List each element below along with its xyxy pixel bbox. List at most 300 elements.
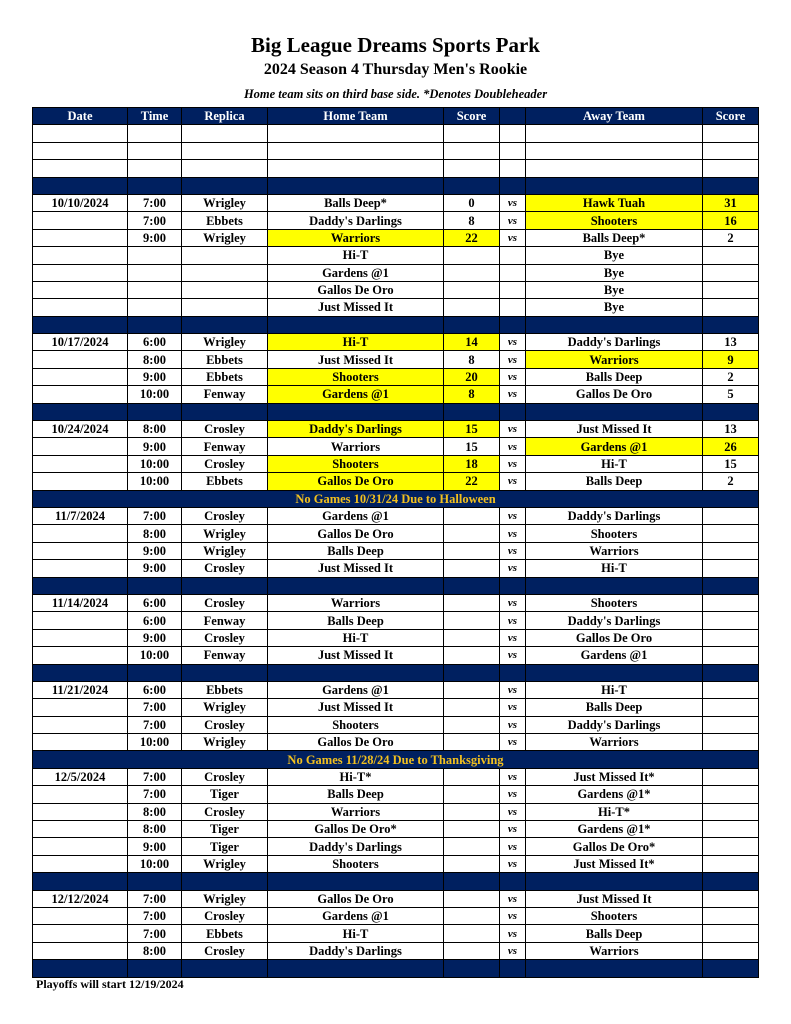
column-header-replica: Replica <box>182 108 268 125</box>
home-team: Shooters <box>268 716 444 733</box>
game-replica-field: Wrigley <box>182 734 268 751</box>
page-title: Big League Dreams Sports Park <box>251 33 540 57</box>
separator-cell <box>703 177 759 194</box>
game-replica-field: Wrigley <box>182 194 268 211</box>
game-replica-field: Ebbets <box>182 925 268 942</box>
away-team: Gardens @1 <box>526 438 703 455</box>
versus-label: vs <box>500 647 526 664</box>
game-date: 11/21/2024 <box>33 681 128 698</box>
game-row <box>33 299 759 316</box>
game-row <box>33 455 759 472</box>
separator-cell <box>182 577 268 594</box>
empty-cell <box>268 125 444 142</box>
away-score <box>703 560 759 577</box>
home-score: 0 <box>444 194 500 211</box>
game-row <box>33 681 759 698</box>
home-team: Shooters <box>268 855 444 872</box>
game-replica-field: Wrigley <box>182 525 268 542</box>
away-team: Gallos De Oro <box>526 629 703 646</box>
blank-row <box>33 125 759 142</box>
home-team: Warriors <box>268 229 444 246</box>
blank-row <box>33 142 759 159</box>
home-team: Daddy's Darlings <box>268 942 444 959</box>
game-time: 9:00 <box>128 838 182 855</box>
empty-cell <box>444 160 500 177</box>
away-score <box>703 647 759 664</box>
home-team: Balls Deep <box>268 542 444 559</box>
away-score <box>703 247 759 264</box>
week-separator-row <box>33 316 759 333</box>
away-score: 2 <box>703 368 759 385</box>
away-team: Just Missed It* <box>526 855 703 872</box>
game-time: 7:00 <box>128 768 182 785</box>
game-time: 8:00 <box>128 821 182 838</box>
separator-cell <box>526 177 703 194</box>
game-row <box>33 629 759 646</box>
game-time: 7:00 <box>128 507 182 524</box>
home-team: Warriors <box>268 803 444 820</box>
separator-cell <box>500 577 526 594</box>
empty-cell <box>444 125 500 142</box>
away-team: Gardens @1* <box>526 786 703 803</box>
versus-label <box>500 281 526 298</box>
away-score <box>703 699 759 716</box>
versus-label: vs <box>500 473 526 490</box>
game-date <box>33 247 128 264</box>
versus-label: vs <box>500 629 526 646</box>
away-score: 26 <box>703 438 759 455</box>
home-team: Gardens @1 <box>268 386 444 403</box>
away-team: Hi-T <box>526 560 703 577</box>
separator-cell <box>500 177 526 194</box>
home-team: Gallos De Oro <box>268 525 444 542</box>
versus-label: vs <box>500 838 526 855</box>
home-team: Just Missed It <box>268 351 444 368</box>
game-date: 10/17/2024 <box>33 334 128 351</box>
column-header-away-team: Away Team <box>526 108 703 125</box>
game-time: 6:00 <box>128 594 182 611</box>
empty-cell <box>268 160 444 177</box>
away-score: 5 <box>703 386 759 403</box>
separator-cell <box>33 960 128 977</box>
empty-cell <box>128 125 182 142</box>
game-time <box>128 299 182 316</box>
game-time: 7:00 <box>128 907 182 924</box>
home-score <box>444 281 500 298</box>
column-header-time: Time <box>128 108 182 125</box>
game-time: 9:00 <box>128 629 182 646</box>
away-team: Hi-T <box>526 455 703 472</box>
blank-row <box>33 160 759 177</box>
versus-label <box>500 299 526 316</box>
home-team: Balls Deep* <box>268 194 444 211</box>
away-team: Balls Deep <box>526 925 703 942</box>
game-replica-field: Fenway <box>182 386 268 403</box>
away-score <box>703 768 759 785</box>
home-score: 8 <box>444 386 500 403</box>
home-team: Gallos De Oro <box>268 890 444 907</box>
game-date <box>33 386 128 403</box>
game-row <box>33 821 759 838</box>
home-score: 18 <box>444 455 500 472</box>
empty-cell <box>182 142 268 159</box>
game-time: 7:00 <box>128 212 182 229</box>
away-score <box>703 264 759 281</box>
away-score <box>703 612 759 629</box>
away-team: Balls Deep* <box>526 229 703 246</box>
game-time: 10:00 <box>128 647 182 664</box>
game-date: 12/12/2024 <box>33 890 128 907</box>
game-replica-field: Crosley <box>182 803 268 820</box>
game-row <box>33 264 759 281</box>
separator-cell <box>500 960 526 977</box>
no-games-banner-row <box>33 751 759 768</box>
week-separator-row <box>33 577 759 594</box>
game-row <box>33 925 759 942</box>
game-date <box>33 525 128 542</box>
away-score: 2 <box>703 473 759 490</box>
game-replica-field <box>182 247 268 264</box>
column-header-home-score: Score <box>444 108 500 125</box>
game-replica-field: Crosley <box>182 507 268 524</box>
away-team: Warriors <box>526 351 703 368</box>
home-score <box>444 890 500 907</box>
game-time: 6:00 <box>128 612 182 629</box>
no-games-notice: No Games 10/31/24 Due to Halloween <box>33 490 759 507</box>
game-date <box>33 699 128 716</box>
away-team: Just Missed It <box>526 890 703 907</box>
away-team: Balls Deep <box>526 368 703 385</box>
game-time: 7:00 <box>128 194 182 211</box>
separator-cell <box>500 873 526 890</box>
home-score <box>444 907 500 924</box>
away-team: Balls Deep <box>526 473 703 490</box>
separator-cell <box>128 177 182 194</box>
separator-cell <box>526 403 703 420</box>
versus-label: vs <box>500 786 526 803</box>
game-date <box>33 803 128 820</box>
away-team: Warriors <box>526 734 703 751</box>
home-score <box>444 942 500 959</box>
away-score <box>703 681 759 698</box>
away-team: Daddy's Darlings <box>526 334 703 351</box>
away-team: Just Missed It* <box>526 768 703 785</box>
versus-label: vs <box>500 907 526 924</box>
away-score <box>703 821 759 838</box>
away-score: 15 <box>703 455 759 472</box>
game-row <box>33 716 759 733</box>
separator-cell <box>444 960 500 977</box>
away-team: Hi-T* <box>526 803 703 820</box>
empty-cell <box>500 142 526 159</box>
game-replica-field: Ebbets <box>182 473 268 490</box>
footer-note: Playoffs will start 12/19/2024 <box>36 977 184 991</box>
away-team: Warriors <box>526 942 703 959</box>
game-row <box>33 942 759 959</box>
game-date <box>33 925 128 942</box>
home-score: 14 <box>444 334 500 351</box>
versus-label: vs <box>500 925 526 942</box>
game-time: 7:00 <box>128 890 182 907</box>
home-team: Daddy's Darlings <box>268 421 444 438</box>
away-score: 2 <box>703 229 759 246</box>
schedule-table <box>32 107 759 978</box>
versus-label: vs <box>500 612 526 629</box>
game-time: 7:00 <box>128 716 182 733</box>
game-time: 9:00 <box>128 560 182 577</box>
game-replica-field: Tiger <box>182 821 268 838</box>
separator-cell <box>268 873 444 890</box>
game-row <box>33 438 759 455</box>
game-date <box>33 821 128 838</box>
away-team: Warriors <box>526 542 703 559</box>
versus-label: vs <box>500 855 526 872</box>
away-team: Daddy's Darlings <box>526 716 703 733</box>
separator-cell <box>444 873 500 890</box>
home-score <box>444 699 500 716</box>
game-date <box>33 907 128 924</box>
game-date <box>33 473 128 490</box>
game-time: 10:00 <box>128 855 182 872</box>
away-score: 9 <box>703 351 759 368</box>
away-score: 31 <box>703 194 759 211</box>
game-date: 11/14/2024 <box>33 594 128 611</box>
game-replica-field: Ebbets <box>182 681 268 698</box>
game-time: 10:00 <box>128 734 182 751</box>
game-time <box>128 281 182 298</box>
week-separator-row <box>33 873 759 890</box>
empty-cell <box>33 125 128 142</box>
game-time: 9:00 <box>128 229 182 246</box>
away-team: Bye <box>526 264 703 281</box>
game-row <box>33 194 759 211</box>
game-date <box>33 438 128 455</box>
separator-cell <box>33 403 128 420</box>
game-replica-field: Fenway <box>182 438 268 455</box>
away-team: Shooters <box>526 525 703 542</box>
column-header-away-score: Score <box>703 108 759 125</box>
away-score <box>703 542 759 559</box>
separator-cell <box>128 316 182 333</box>
home-score <box>444 734 500 751</box>
home-team: Gardens @1 <box>268 264 444 281</box>
separator-cell <box>268 664 444 681</box>
away-score <box>703 507 759 524</box>
game-row <box>33 612 759 629</box>
away-team: Shooters <box>526 594 703 611</box>
empty-cell <box>500 160 526 177</box>
home-score <box>444 542 500 559</box>
separator-cell <box>444 177 500 194</box>
empty-cell <box>128 142 182 159</box>
away-score <box>703 942 759 959</box>
no-games-notice: No Games 11/28/24 Due to Thanksgiving <box>33 751 759 768</box>
game-time: 7:00 <box>128 925 182 942</box>
empty-cell <box>703 160 759 177</box>
game-replica-field: Crosley <box>182 942 268 959</box>
game-row <box>33 647 759 664</box>
separator-cell <box>500 316 526 333</box>
game-row <box>33 768 759 785</box>
separator-cell <box>703 960 759 977</box>
game-date <box>33 855 128 872</box>
game-row <box>33 525 759 542</box>
versus-label: vs <box>500 803 526 820</box>
home-score <box>444 264 500 281</box>
game-date <box>33 716 128 733</box>
separator-cell <box>444 403 500 420</box>
game-row <box>33 421 759 438</box>
separator-cell <box>268 577 444 594</box>
game-replica-field: Crosley <box>182 560 268 577</box>
game-row <box>33 542 759 559</box>
game-date <box>33 647 128 664</box>
away-score <box>703 716 759 733</box>
separator-cell <box>33 664 128 681</box>
game-date <box>33 299 128 316</box>
game-row <box>33 786 759 803</box>
game-time: 9:00 <box>128 438 182 455</box>
game-date <box>33 786 128 803</box>
away-score: 16 <box>703 212 759 229</box>
home-team: Hi-T <box>268 629 444 646</box>
game-row <box>33 368 759 385</box>
versus-label: vs <box>500 386 526 403</box>
home-score <box>444 803 500 820</box>
versus-label: vs <box>500 821 526 838</box>
empty-cell <box>526 142 703 159</box>
game-replica-field: Crosley <box>182 629 268 646</box>
game-replica-field: Wrigley <box>182 855 268 872</box>
home-score <box>444 855 500 872</box>
game-replica-field: Crosley <box>182 907 268 924</box>
game-time: 8:00 <box>128 803 182 820</box>
home-team: Hi-T <box>268 925 444 942</box>
game-date <box>33 455 128 472</box>
game-row <box>33 734 759 751</box>
game-date: 10/10/2024 <box>33 194 128 211</box>
versus-label: vs <box>500 716 526 733</box>
home-score <box>444 838 500 855</box>
game-date <box>33 560 128 577</box>
separator-cell <box>703 577 759 594</box>
game-date <box>33 629 128 646</box>
versus-label: vs <box>500 351 526 368</box>
versus-label: vs <box>500 768 526 785</box>
versus-label <box>500 247 526 264</box>
game-row <box>33 838 759 855</box>
home-team: Shooters <box>268 455 444 472</box>
game-row <box>33 247 759 264</box>
game-row <box>33 507 759 524</box>
week-separator-row <box>33 403 759 420</box>
home-team: Just Missed It <box>268 699 444 716</box>
game-replica-field: Wrigley <box>182 699 268 716</box>
away-score <box>703 838 759 855</box>
game-replica-field: Wrigley <box>182 890 268 907</box>
home-score <box>444 247 500 264</box>
week-separator-row <box>33 960 759 977</box>
away-team: Bye <box>526 299 703 316</box>
separator-cell <box>33 873 128 890</box>
separator-cell <box>526 577 703 594</box>
away-score <box>703 855 759 872</box>
home-team: Just Missed It <box>268 560 444 577</box>
game-replica-field: Ebbets <box>182 368 268 385</box>
away-score <box>703 525 759 542</box>
home-score <box>444 629 500 646</box>
away-team: Gardens @1* <box>526 821 703 838</box>
home-score <box>444 299 500 316</box>
home-team: Shooters <box>268 368 444 385</box>
home-team: Warriors <box>268 594 444 611</box>
separator-cell <box>182 403 268 420</box>
away-team: Gardens @1 <box>526 647 703 664</box>
home-team: Gallos De Oro <box>268 473 444 490</box>
game-date <box>33 942 128 959</box>
versus-label: vs <box>500 890 526 907</box>
home-score <box>444 560 500 577</box>
game-date: 10/24/2024 <box>33 421 128 438</box>
game-time: 10:00 <box>128 473 182 490</box>
away-score <box>703 299 759 316</box>
game-replica-field: Wrigley <box>182 334 268 351</box>
separator-cell <box>526 873 703 890</box>
separator-cell <box>526 316 703 333</box>
game-time <box>128 264 182 281</box>
home-score: 8 <box>444 212 500 229</box>
away-score <box>703 890 759 907</box>
separator-cell <box>33 316 128 333</box>
game-date <box>33 612 128 629</box>
versus-label: vs <box>500 525 526 542</box>
game-row <box>33 334 759 351</box>
game-row <box>33 560 759 577</box>
separator-cell <box>128 664 182 681</box>
separator-cell <box>182 873 268 890</box>
game-row <box>33 803 759 820</box>
separator-cell <box>182 316 268 333</box>
versus-label: vs <box>500 368 526 385</box>
separator-cell <box>526 960 703 977</box>
home-score <box>444 647 500 664</box>
game-time: 7:00 <box>128 786 182 803</box>
game-time: 8:00 <box>128 525 182 542</box>
game-date <box>33 542 128 559</box>
home-score: 20 <box>444 368 500 385</box>
week-separator-row <box>33 664 759 681</box>
game-replica-field: Fenway <box>182 612 268 629</box>
game-time: 8:00 <box>128 942 182 959</box>
away-team: Hi-T <box>526 681 703 698</box>
away-team: Daddy's Darlings <box>526 612 703 629</box>
game-replica-field <box>182 281 268 298</box>
column-header-date: Date <box>33 108 128 125</box>
separator-cell <box>268 403 444 420</box>
home-team: Just Missed It <box>268 647 444 664</box>
versus-label <box>500 264 526 281</box>
game-replica-field: Tiger <box>182 786 268 803</box>
game-date: 12/5/2024 <box>33 768 128 785</box>
away-team: Just Missed It <box>526 421 703 438</box>
game-row <box>33 386 759 403</box>
separator-cell <box>444 664 500 681</box>
game-replica-field: Crosley <box>182 421 268 438</box>
home-team: Balls Deep <box>268 612 444 629</box>
game-replica-field: Crosley <box>182 455 268 472</box>
away-score <box>703 594 759 611</box>
home-team: Balls Deep <box>268 786 444 803</box>
